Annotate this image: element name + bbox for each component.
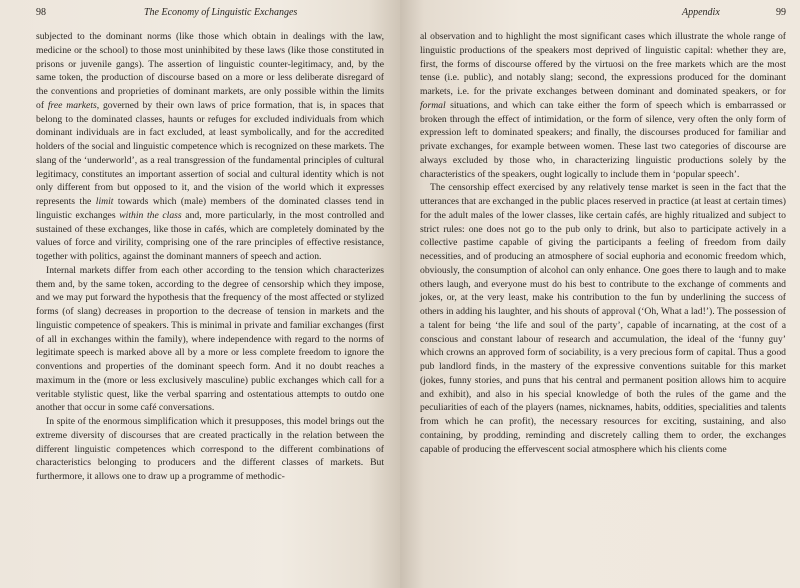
italic-text: within the class bbox=[119, 209, 182, 221]
text-segment: situations, and which can take either the form of speech which is embarrassed or broken through the effect of intimidation, or the form of silence, very often the only form of expression left to dominated speakers; and finally, the discourses produced for familiar and private exchanges, for example between women. These last two categories of discourse are always excluded by those who, in characterizing linguistic productions solely by the characteristics of the speakers, ought logically to include them in ‘popular speech’. bbox=[420, 99, 786, 180]
text-segment: towards which (male) members of the dominated classes tend in linguistic exchanges bbox=[36, 196, 384, 221]
right-page bbox=[400, 0, 800, 588]
paragraph bbox=[36, 415, 384, 484]
paragraph bbox=[36, 30, 384, 264]
right-page-body bbox=[420, 30, 786, 584]
text-segment: In spite of the enormous simplification which it presupposes, this model brings out the extreme diversity of discourses that are created practically in the relation between the different linguistic competences which correspond to the different combinations of characteristics belonging to producers and the different classes of markets. But furthermore, it allows one to draw up a programme of methodic- bbox=[36, 416, 384, 482]
paragraph bbox=[36, 264, 384, 415]
paragraph bbox=[420, 30, 786, 181]
text-segment: , governed by their own laws of price formation, that is, in spaces that belong to the dominated classes, haunts or refuges for excluded individuals from which dominant individuals are in fact excluded, at least symbolically, and for the accredited holders of the social and linguistic competence which is recognized on these markets. The slang of the ‘underworld’, as a real transgression of the fundamental principles of cultural legitimacy, constitutes an important assertion of social and cultural identity which is not only different from but opposed to it, and the vision of the world which it expresses represents the bbox=[36, 99, 384, 207]
paragraph bbox=[420, 181, 786, 456]
text-segment: Internal markets differ from each other according to the tension which characterizes them and, by the same token, according to the degree of censorship which they impose, and we may put forward the hypothesis that the frequency of the most affected or stylized forms (of slang) decreases in proportion to the decrease of tension in markets and the linguistic competence of speakers. This is minimal in private and familiar exchanges (first of all in exchanges within the family), where independence with regard to the norms of legitimate speech is marked above all by a more or less complete freedom to ignore the conventions and properties of the dominant speech form. And it no doubt reaches a maximum in the (more or less exclusively masculine) public exchanges which call for a veritable stylistic quest, like the verbal sparring and ostentatious attempts to outdo one another that occur in some café conversations. bbox=[36, 264, 384, 414]
left-page-number: 98 bbox=[36, 7, 46, 18]
italic-text: formal bbox=[420, 99, 446, 111]
text-segment: The censorship effect exercised by any relatively tense market is seen in the fact that the utterances that are exchanged in the public places reserved in practice (at least at certain times) for the adult males of the lower classes, like certain cafés, are highly ritualized and subject to strict rules: one does not go to the pub only to drink, but also to participate actively in a collective pastime capable of giving the participants a feeling of freedom from daily necessities, and of producing an atmosphere of social euphoria and economic freedom which, obviously, the consumption of alcohol can only enhance. One goes there to laugh and to make others laugh, and everyone must do his best to contribute to the exchange of comments and jokes, or, at the very least, make his contribution to the fun by underlining the success of others in adding his laughter, and his shouts of approval (‘Oh, What a lad!’). The possession of a talent for being ‘the life and soul of the party’, capable of incarnating, at the cost of a conscious and constant labour of research and accumulation, the ideal of the ‘funny guy’ which crowns an approved form of sociability, is a very precious form of capital. Thus a good pub landlord finds, in the mastery of the expressive conventions suitable for this market (jokes, funny stories, and puns that his central and permanent position allows him to acquire and exhibit), and also in his special knowledge of both the rules of the game and the peculiarities of each of the players (names, nicknames, habits, oddities, specialities and talents from which he can profit), the necessary resources for exciting, sustaining, and also containing, by prodding, reminding and discretely calling them to order, the exchanges capable of producing the effervescent social atmosphere which his clients come bbox=[420, 182, 786, 455]
italic-text: free markets bbox=[47, 99, 97, 111]
left-page-body bbox=[36, 30, 384, 584]
right-page-number: 99 bbox=[776, 7, 786, 18]
italic-text: limit bbox=[95, 196, 114, 207]
text-segment: al observation and to highlight the most significant cases which illustrate the whole range of linguistic productions of the speakers most deprived of linguistic capital: whether they are, first, the forms of discourse offered by the virtuosi on the free markets which are the most tense (i.e. public), and notably slang; second, the expressions produced for the dominant markets, i.e. for the private exchanges between dominant and dominated speakers, or for bbox=[420, 31, 786, 97]
text-segment: and, more particularly, in the most controlled and sustained of these exchanges, like those in cafés, which are completely dominated by the values of force and virility, comprising one of the rare principles of effective resistance, together with politics, against the dominant manners of speech and action. bbox=[36, 209, 385, 262]
text-segment: subjected to the dominant norms (like those which obtain in dealings with the law, medicine or the school) to those most uninhibited by these laws (like those constituted in prisons or juvenile gangs). The assertion of linguistic counter-legitimacy, and, by the same token, the production of discourse based on a more or less deliberate disregard of the conventions and proprieties of dominant markets, are only possible within the limits of bbox=[36, 31, 384, 111]
left-running-title: The Economy of Linguistic Exchanges bbox=[144, 7, 298, 18]
right-running-title: Appendix bbox=[682, 7, 720, 18]
